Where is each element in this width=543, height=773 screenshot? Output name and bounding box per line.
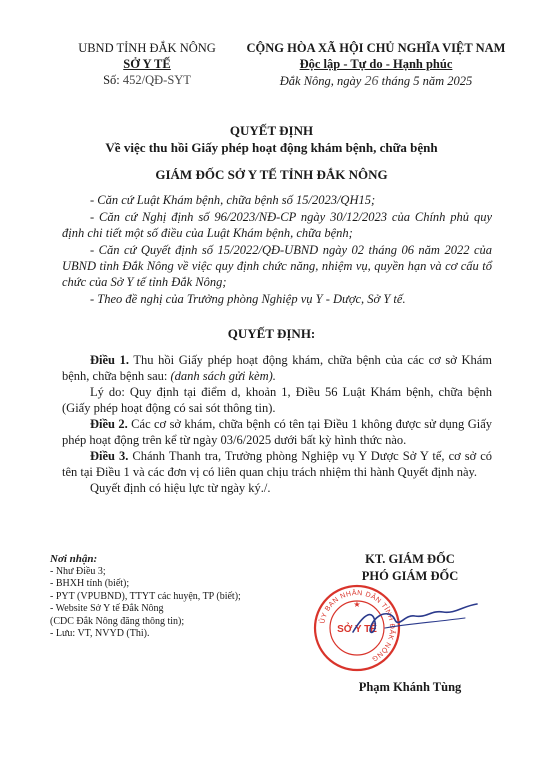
seal-center-text: SỞ Y TẾ <box>337 624 377 635</box>
legal-bases <box>62 192 492 308</box>
article-2-text: Các cơ sở khám, chữa bệnh có tên tại Điều 1 không được sử dụng Giấy phép hoạt động trên kể từ ngày 03/6/2025 dưới bất kỳ hình thức nào. <box>62 417 492 447</box>
recipients-block <box>50 553 290 641</box>
article-2 <box>62 416 492 448</box>
basis-item: - Căn cứ Luật Khám bệnh, chữa bệnh số 15/2023/QH15; <box>90 193 376 207</box>
recipient-item: - Như Điều 3; <box>50 565 106 577</box>
document-number <box>103 72 191 88</box>
basis-item: - Theo đề nghị của Trưởng phòng Nghiệp vụ Y - Dược, Sở Y tế. <box>90 292 406 306</box>
national-motto: Độc lập - Tự do - Hạnh phúc <box>299 57 453 71</box>
place-day: 26 <box>364 74 379 89</box>
document-subject: Về việc thu hồi Giấy phép hoạt động khám bệnh, chữa bệnh <box>105 140 438 155</box>
article-3-text: Chánh Thanh tra, Trưởng phòng Nghiệp vụ Y Dược Sở Y tế, cơ sở có tên tại Điều 1 và các đơn vị có liên quan chịu trách nhiệm thi hành Quyết định này. <box>62 449 493 479</box>
article-3 <box>62 448 492 480</box>
decides-heading: QUYẾT ĐỊNH: <box>227 326 316 341</box>
signer-name: Phạm Khánh Tùng <box>358 680 462 694</box>
seal-ring-text: ỦY BAN NHÂN DÂN TỈNH ĐẮK NÔNG <box>319 589 396 663</box>
signer-title: PHÓ GIÁM ĐỐC <box>361 569 459 583</box>
basis-item: - Căn cứ Nghị định số 96/2023/NĐ-CP ngày 30/12/2023 của Chính phủ quy định chi tiết một số điều của Luật Khám bệnh, chữa bệnh; <box>62 210 492 240</box>
basis-item: - Căn cứ Quyết định số 15/2022/QĐ-UBND ngày 02 tháng 06 năm 2022 của UBND tỉnh Đắk Nông về việc quy định chức năng, nhiệm vụ, quyền hạn và cơ cấu tổ chức của Sở Y tế tỉnh Đắk Nông; <box>62 243 492 289</box>
place-date-prefix: Đắk Nông, ngày <box>279 74 362 88</box>
nation-title: CỘNG HÒA XÃ HỘI CHỦ NGHĨA VIỆT NAM <box>246 41 506 55</box>
signature-block <box>330 551 490 585</box>
issuer-name: SỞ Y TẾ <box>123 57 171 71</box>
article-2-label: Điều 2. <box>90 417 128 431</box>
place-date-suffix: tháng 5 năm 2025 <box>381 74 473 88</box>
recipient-item: - PYT (VPUBND), TTYT các huyện, TP (biết); <box>50 590 241 602</box>
seal-star-icon: ★ <box>353 600 361 609</box>
recipients-heading: Nơi nhận: <box>50 553 98 565</box>
article-1-label: Điều 1. <box>90 353 129 367</box>
article-1-note: (danh sách gửi kèm). <box>170 369 276 383</box>
recipient-item: - Lưu: VT, NVYD (Thi). <box>50 628 150 639</box>
issuer-block <box>62 40 232 88</box>
number-value: 452/QĐ-SYT <box>122 73 191 87</box>
article-1-reason: Lý do: Quy định tại điểm d, khoản 1, Điều 56 Luật Khám bệnh, chữa bệnh (Giấy phép hoạt động có sai sót thông tin). <box>62 385 492 415</box>
recipient-item: (CDC Đắk Nông đăng thông tin); <box>50 615 185 627</box>
national-header <box>236 40 516 90</box>
effective-clause: Quyết định có hiệu lực từ ngày ký./. <box>90 481 271 495</box>
document-type: QUYẾT ĐỊNH <box>229 123 314 138</box>
number-label: Số: <box>103 73 120 87</box>
recipient-item: - Website Sở Y tế Đắk Nông <box>50 603 164 614</box>
article-1-text: Thu hồi Giấy phép hoạt động khám, chữa bệnh của các cơ sở Khám bệnh, chữa bệnh sau: <box>62 353 492 383</box>
signer-on-behalf: KT. GIÁM ĐỐC <box>365 552 455 566</box>
issuer-parent: UBND TỈNH ĐẮK NÔNG <box>78 41 216 55</box>
place-date <box>236 73 516 90</box>
article-3-label: Điều 3. <box>90 449 129 463</box>
article-1 <box>62 352 492 384</box>
recipient-item: - BHXH tỉnh (biết); <box>50 578 130 589</box>
articles <box>62 352 492 496</box>
handwritten-signature <box>345 592 485 652</box>
issuing-authority: GIÁM ĐỐC SỞ Y TẾ TỈNH ĐẮK NÔNG <box>155 167 388 182</box>
